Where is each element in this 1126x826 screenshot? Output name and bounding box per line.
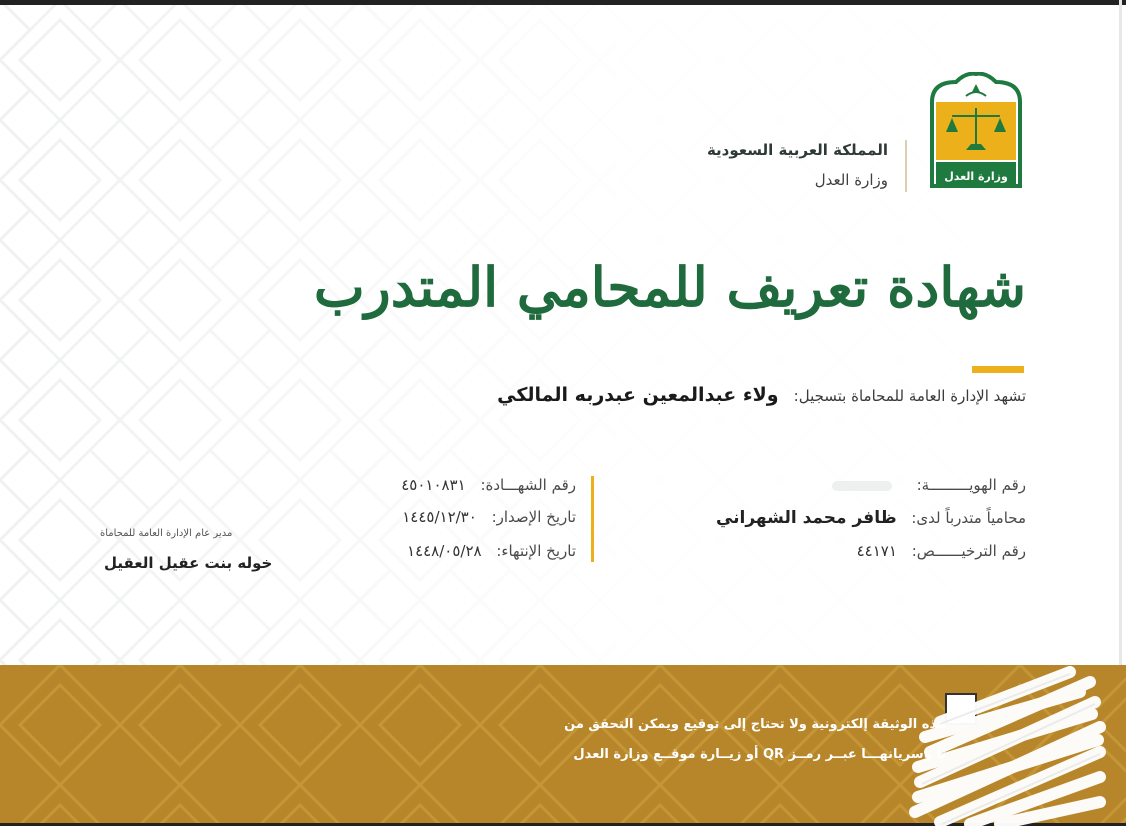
cert-number-row [401, 476, 576, 494]
issue-date-label: تاريخ الإصدار: [491, 508, 576, 526]
attestation-line [497, 384, 1026, 406]
id-label: رقم الهويـــــــــة: [916, 476, 1026, 494]
expiry-date-row [407, 542, 576, 560]
footer-notice-line-1: هذه الوثيقة إلكترونية ولا تحتاج إلى توقيع ويمكن التحقق من [564, 717, 946, 732]
redacted-id [832, 481, 892, 491]
qr-redaction-scribble [880, 662, 1110, 826]
supervisor-name: ظافر محمد الشهراني [715, 508, 897, 528]
header-divider [905, 140, 907, 192]
footer-notice-line-2: تا وسريانهـــا عبــر رمــز QR أو زيــارة موقــع وزارة العدل [573, 747, 946, 762]
license-number: ٤٤١٧١ [856, 542, 897, 560]
expiry-date-label: تاريخ الإنتهاء: [496, 542, 576, 560]
emblem-wordmark: وزارة العدل [944, 170, 1008, 183]
attestation-label: تشهد الإدارة العامة للمحاماة بتسجيل: [793, 387, 1026, 405]
trainee-row [716, 508, 1026, 528]
issue-date-row [402, 508, 576, 526]
trainee-label: محامياً متدرباً لدى: [911, 509, 1026, 527]
title-accent-bar [972, 366, 1024, 373]
certificate-title: شهادة تعريف للمحامي المتدرب [313, 255, 1026, 319]
expiry-date: ١٤٤٨/٠٥/٢٨ [407, 542, 482, 560]
ministry-name: وزارة العدل [814, 171, 888, 189]
license-label: رقم الترخيــــــص: [911, 542, 1026, 560]
id-row [832, 476, 1026, 494]
country-name: المملكة العربية السعودية [706, 141, 888, 159]
issue-date: ١٤٤٥/١٢/٣٠ [402, 508, 477, 526]
holder-name: ولاء عبدالمعين عبدربه المالكي [497, 384, 779, 406]
header-text [707, 140, 888, 190]
signatory-title: مدير عام الإدارة العامة للمحاماة [100, 528, 233, 539]
license-row [857, 542, 1026, 560]
top-border [0, 0, 1126, 5]
cert-number: ٤٥٠١٠٨٣١ [401, 476, 466, 494]
signatory-name: خوله بنت عقيل العقيل [104, 554, 273, 572]
cert-number-label: رقم الشهـــادة: [480, 476, 576, 494]
details-divider [591, 476, 594, 562]
